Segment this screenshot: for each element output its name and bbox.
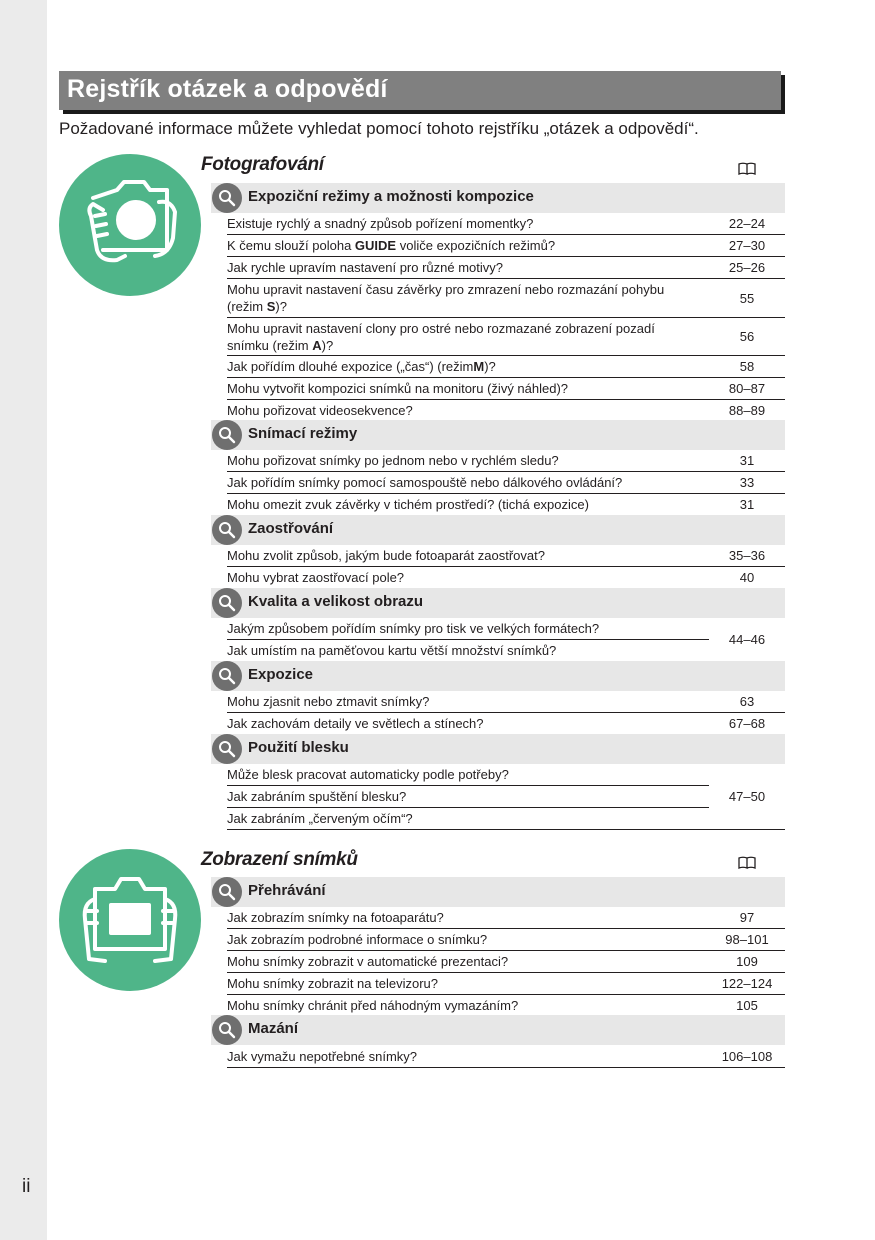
page-reference: 27–30 [728,238,766,253]
index-row [227,472,785,494]
page-reference: 22–24 [728,216,766,231]
page-reference: 80–87 [728,381,766,396]
index-row [227,951,785,973]
category-bar-focus [211,515,785,545]
magnifier-icon [218,1021,236,1039]
section-heading-photography: Fotografování [201,154,324,175]
question-text: Mohu zjasnit nebo ztmavit snímky? [227,694,430,709]
camera-hands-icon [59,154,201,296]
category-label: Expoziční režimy a možnosti kompozice [248,188,534,205]
question-text: Mohu vybrat zaostřovací pole? [227,569,405,585]
category-label: Použití blesku [248,739,349,756]
page-reference: 25–26 [728,260,766,275]
magnifier-icon [218,740,236,758]
question-text: Mohu vytvořit kompozici snímků na monitoru (živý náhled)? [227,381,569,396]
question-text: Mohu snímky zobrazit na televizoru? [227,976,438,991]
mode-symbol-guide: GUIDE [354,238,397,253]
page-reference: 31 [739,453,755,468]
category-label: Expozice [248,666,314,683]
index-row [227,318,785,356]
magnifier-icon [218,883,236,901]
page-title-bar [59,71,781,110]
question-text: Může blesk pracovat automaticky podle potřeby? [227,764,709,786]
index-row [227,567,785,587]
question-text: Mohu pořizovat videosekvence? [227,403,413,418]
page-reference: 35–36 [728,548,766,563]
question-text: Jak vymažu nepotřebné snímky? [227,1048,418,1064]
index-row [227,356,785,378]
page-reference: 55 [739,290,755,306]
question-text: Jak pořídím dlouhé expozice („čas“) (režim M )? [227,359,496,374]
category-bar-flash [211,734,785,764]
index-row [227,213,785,235]
index-row [227,400,785,422]
index-row [227,995,785,1015]
category-label: Mazání [248,1020,299,1037]
question-text: Mohu pořizovat snímky po jednom nebo v rychlém sledu? [227,453,559,468]
page-reference: 109 [736,954,758,969]
page-reference: 106–108 [721,1048,773,1064]
magnifier-icon [218,667,236,685]
index-row [227,257,785,279]
index-row [227,713,785,733]
question-text: Mohu snímky chránit před náhodným vymazáním? [227,997,519,1013]
category-bar-playback [211,877,785,907]
question-text: Jak zachovám detaily ve světlech a stínech? [227,715,484,731]
page-reference: 44–46 [728,631,766,647]
page-reference: 58 [739,359,755,374]
page-margin-strip [0,0,47,1240]
index-row [227,450,785,472]
page-reference: 67–68 [728,715,766,731]
index-row [227,235,785,257]
section-heading-playback: Zobrazení snímků [201,849,358,870]
index-row [227,545,785,567]
index-row [227,907,785,929]
page-title: Rejstřík otázek a odpovědí [67,75,388,103]
category-bar-exposure-modes [211,183,785,213]
index-row [227,973,785,995]
index-row [227,1045,785,1068]
page-reference: 63 [739,694,755,709]
page-reference: 98–101 [725,932,769,947]
question-text: Jak zabráním spuštění blesku? [227,786,709,808]
magnifier-icon [218,594,236,612]
page-reference: 122–124 [721,976,773,991]
camera-monitor-hands-icon [59,849,201,991]
page-reference: 33 [739,475,755,490]
question-text: Mohu snímky zobrazit v automatické prezentaci? [227,954,509,969]
magnifier-icon [218,426,236,444]
question-text: Jak zabráním „červeným očím“? [227,808,709,830]
index-row [227,494,785,514]
index-row [227,691,785,713]
question-text: Jak rychle upravím nastavení pro různé motivy? [227,260,504,275]
question-text: Mohu upravit nastavení clony pro ostré nebo rozmazané zobrazení pozadí snímku (režim A)? [227,320,655,353]
index-row [227,378,785,400]
book-icon [738,162,756,176]
page-reference: 47–50 [709,764,785,830]
category-label: Zaostřování [248,520,334,537]
page-reference: 97 [739,910,755,925]
category-bar-release-modes [211,420,785,450]
question-text: K čemu slouží poloha GUIDE voliče expozičních režimů? [227,238,556,253]
question-text: Mohu omezit zvuk závěrky v tichém prostředí? (tichá expozice) [227,496,589,512]
page-reference: 88–89 [728,403,766,418]
category-bar-exposure [211,661,785,691]
mode-symbol-m: M [473,359,485,374]
index-row [227,279,785,318]
mode-symbol-a: A [312,337,322,353]
category-label: Přehrávání [248,882,326,899]
category-bar-deletion [211,1015,785,1045]
question-text: Mohu upravit nastavení času závěrky pro zmrazení nebo rozmazání pohybu (režim S)? [227,282,665,314]
index-row [227,929,785,951]
question-text: Jakým způsobem pořídím snímky pro tisk ve velkých formátech? [227,618,709,640]
page-reference: 31 [739,496,755,512]
question-text: Jak zobrazím podrobné informace o snímku? [227,932,488,947]
page-number: ii [22,1176,31,1197]
page-reference: 56 [739,329,755,344]
intro-text: Požadované informace můžete vyhledat pomocí tohoto rejstříku „otázek a odpovědí“. [59,119,699,138]
question-text: Mohu zvolit způsob, jakým bude fotoaparát zaostřovat? [227,548,545,563]
mode-symbol-s: S [266,299,276,314]
question-text: Existuje rychlý a snadný způsob pořízení momentky? [227,216,534,231]
page-reference: 105 [736,997,758,1013]
category-bar-image-quality [211,588,785,618]
magnifier-icon [218,521,236,539]
question-text: Jak umístím na paměťovou kartu větší množství snímků? [227,642,557,658]
question-text: Jak zobrazím snímky na fotoaparátu? [227,910,444,925]
category-label: Kvalita a velikost obrazu [248,593,424,610]
book-icon [738,856,756,870]
question-text: Jak pořídím snímky pomocí samospouště nebo dálkového ovládání? [227,475,623,490]
page-reference: 40 [739,569,755,585]
category-label: Snímací režimy [248,425,358,442]
magnifier-icon [218,189,236,207]
